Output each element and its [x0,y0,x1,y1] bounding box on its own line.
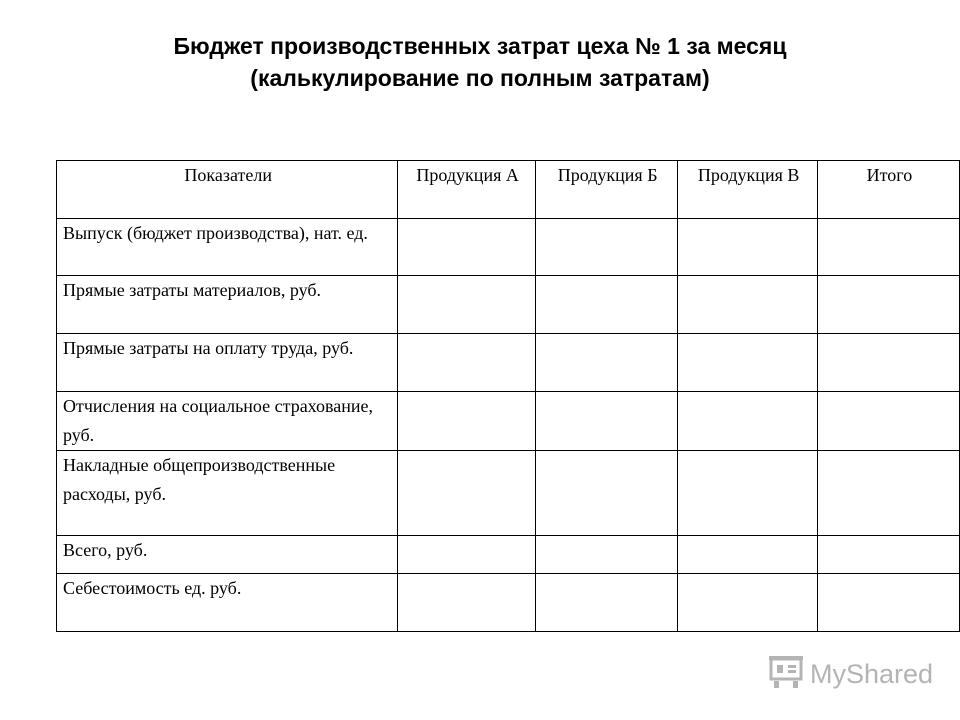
row-label: Всего, руб. [57,536,398,574]
table-cell [398,574,536,632]
title-line-1: Бюджет производственных затрат цеха № 1 за месяц [173,33,787,59]
watermark-text: MyShared [810,658,934,689]
header-product-b: Продукция Б [535,161,677,219]
table-cell [817,574,959,632]
table-cell [398,392,536,451]
table-cell [817,219,959,276]
table-cell [398,536,536,574]
table-cell [535,276,677,334]
row-label: Выпуск (бюджет производства), нат. ед. [57,219,398,276]
table-row [57,451,960,536]
header-product-v: Продукция В [678,161,818,219]
table-row [57,392,960,451]
table-cell [817,451,959,536]
table-cell [678,276,818,334]
table-cell [678,574,818,632]
header-product-a: Продукция А [398,161,536,219]
watermark [768,656,933,692]
table-cell [817,392,959,451]
table-cell [398,276,536,334]
budget-table [56,160,960,632]
table-row [57,219,960,276]
row-label: Себестоимость ед. руб. [57,574,398,632]
classroom-board-icon [768,655,804,694]
table-cell [535,451,677,536]
table-cell [678,392,818,451]
table-cell [535,334,677,392]
table-header-row [57,161,960,219]
table-cell [817,334,959,392]
header-indicators: Показатели [57,161,398,219]
table-cell [535,392,677,451]
table-row [57,536,960,574]
table-cell [678,451,818,536]
table-cell [535,219,677,276]
table-cell [678,334,818,392]
table-row [57,334,960,392]
table-cell [398,334,536,392]
table-cell [535,574,677,632]
table-cell [398,219,536,276]
row-label: Прямые затраты на оплату труда, руб. [57,334,398,392]
table-row [57,276,960,334]
row-label: Прямые затраты материалов, руб. [57,276,398,334]
row-label: Накладные общепроизводственные расходы, руб. [57,451,398,536]
title-line-2: (калькулирование по полным затратам) [250,65,710,91]
table-cell [535,536,677,574]
table-cell [398,451,536,536]
table-cell [817,536,959,574]
table-cell [678,219,818,276]
page-title [0,30,960,94]
table-cell [817,276,959,334]
table-cell [678,536,818,574]
table-row [57,574,960,632]
header-total: Итого [817,161,959,219]
row-label: Отчисления на социальное страхование, руб. [57,392,398,451]
